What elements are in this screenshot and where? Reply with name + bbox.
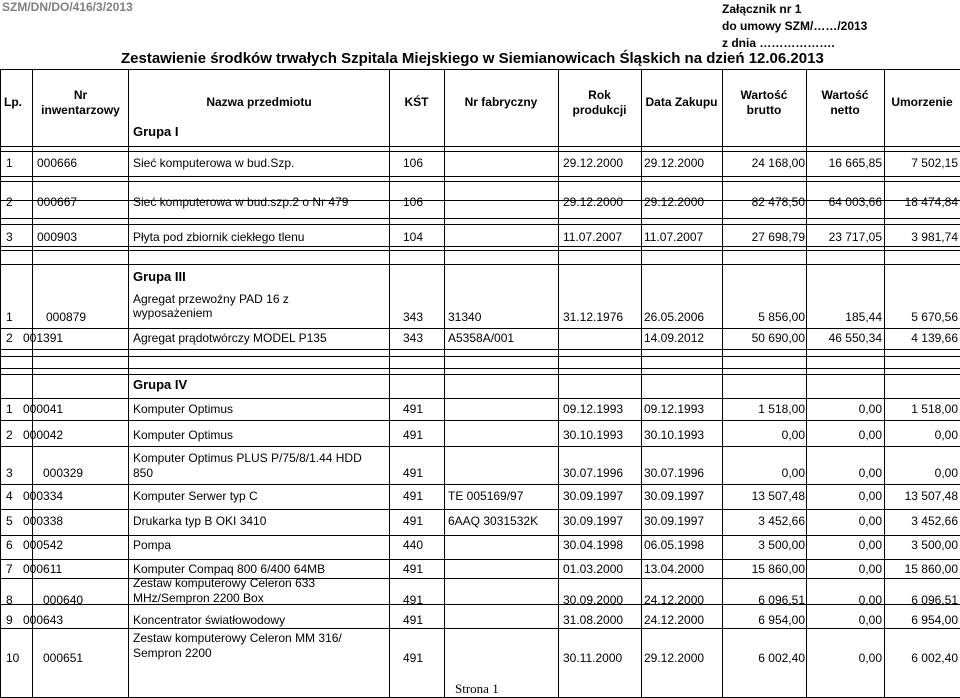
- g4-row-6-data: 06.05.1998: [644, 538, 705, 552]
- g4-row-9-umorzenie: 6 954,00: [911, 613, 958, 627]
- g4-row-9-nazwa-line1: Koncentrator światłowodowy: [133, 613, 286, 627]
- g4-row-3-data: 30.07.1996: [644, 466, 705, 480]
- header-brutto-line1: Wartość: [740, 88, 788, 102]
- g4-row-5-netto: 0,00: [858, 514, 882, 528]
- g4-row-1-brutto: 1 518,00: [758, 402, 805, 416]
- group-1-label: Grupa I: [133, 124, 179, 139]
- g4-row-9-lp: 9: [6, 613, 13, 627]
- g4-row-7-brutto: 15 860,00: [751, 562, 805, 576]
- g4-row-2-kst: 491: [403, 428, 424, 442]
- g4-row-4-nazwa-line1: Komputer Serwer typ C: [133, 489, 258, 503]
- attachment-line-3: z dnia ……………….: [722, 36, 835, 50]
- g4-row-8-lp: 8: [6, 593, 13, 607]
- g4-row-4-umorzenie: 13 507,48: [904, 489, 958, 503]
- g4-row-10-umorzenie: 6 002,40: [911, 651, 958, 665]
- g1-row-1-nr: 000666: [37, 156, 78, 170]
- header-nr-fabryczny: Nr fabryczny: [464, 95, 538, 109]
- g4-row-1-netto: 0,00: [858, 402, 882, 416]
- header-netto-line1: Wartość: [821, 88, 869, 102]
- g1-row-3-data: 11.07.2007: [644, 230, 704, 244]
- g4-row-10-nr: 000651: [43, 651, 84, 665]
- g4-row-7-kst: 491: [403, 562, 424, 576]
- g4-row-7-umorzenie: 15 860,00: [904, 562, 958, 576]
- g4-row-3-rok: 30.07.1996: [563, 466, 624, 480]
- g4-row-3-umorzenie: 0,00: [934, 466, 958, 480]
- g4-row-9-brutto: 6 954,00: [758, 613, 805, 627]
- header-kst: KŚT: [404, 95, 429, 109]
- g4-row-10-nazwa-line1: Zestaw komputerowy Celeron MM 316/: [133, 631, 342, 645]
- header-rok-line2: produkcji: [572, 103, 627, 117]
- g3-row-2-umorzenie: 4 139,66: [911, 331, 958, 345]
- g4-row-8-rok: 30.09.2000: [563, 593, 624, 607]
- g4-row-3-nazwa-line2: 850: [133, 466, 154, 480]
- g4-row-1-rok: 09.12.1993: [563, 402, 624, 416]
- g4-row-4-lp: 4: [6, 489, 13, 503]
- header-lp: Lp.: [4, 95, 22, 109]
- g4-row-10-kst: 491: [403, 651, 424, 665]
- g4-row-3-kst: 491: [403, 466, 424, 480]
- g1-row-2-nazwa: Sieć komputerowa w bud.szp.2 o Nr 479: [133, 195, 349, 209]
- header-rok-line1: Rok: [588, 88, 611, 102]
- g4-row-8-nazwa-line1: Zestaw komputerowy Celeron 633: [133, 576, 316, 590]
- g3-row-2-data: 14.09.2012: [644, 331, 705, 345]
- header-netto-line2: netto: [830, 103, 860, 117]
- document-reference: SZM/DN/DO/416/3/2013: [2, 0, 133, 14]
- g1-row-2-umorzenie: 18 474,84: [904, 195, 958, 209]
- g4-row-3-nr: 000329: [43, 466, 84, 480]
- header-brutto-line2: brutto: [746, 103, 782, 117]
- g4-row-7-lp: 7: [6, 562, 13, 576]
- g4-row-7-nazwa-line1: Komputer Compaq 800 6/400 64MB: [133, 562, 326, 576]
- g1-row-1-rok: 29.12.2000: [563, 156, 624, 170]
- g4-row-2-data: 30.10.1993: [644, 428, 705, 442]
- g1-row-1-kst: 106: [403, 156, 424, 170]
- g4-row-2-umorzenie: 0,00: [934, 428, 958, 442]
- g4-row-5-rok: 30.09.1997: [563, 514, 624, 528]
- g1-row-3-brutto: 27 698,79: [751, 230, 805, 244]
- g3-row-2-netto: 46 550,34: [828, 331, 882, 345]
- g3-row-1-brutto: 5 856,00: [758, 310, 805, 324]
- g4-row-7-nr: 000611: [23, 562, 63, 576]
- header-nazwa: Nazwa przedmiotu: [206, 95, 312, 109]
- g1-row-2-lp: 2: [6, 195, 13, 209]
- g3-row-2-fabr: A5358A/001: [448, 331, 515, 345]
- header-nr-line1: Nr: [73, 88, 88, 102]
- g4-row-9-nr: 000643: [23, 613, 64, 627]
- g4-row-5-brutto: 3 452,66: [758, 514, 805, 528]
- g1-row-2-rok: 29.12.2000: [563, 195, 624, 209]
- page-title: Zestawienie środków trwałych Szpitala Miejskiego w Siemianowicach Śląskich na dzień 12.06.2013: [121, 50, 824, 67]
- g4-row-8-brutto: 6 096,51: [758, 593, 805, 607]
- g1-row-1-nazwa: Sieć komputerowa w bud.Szp.: [133, 156, 295, 170]
- g4-row-4-nr: 000334: [23, 489, 64, 503]
- g4-row-1-kst: 491: [403, 402, 424, 416]
- g1-row-3-lp: 3: [6, 230, 13, 244]
- g4-row-10-rok: 30.11.2000: [563, 651, 623, 665]
- g3-row-1-nr: 000879: [46, 310, 87, 324]
- g4-row-1-data: 09.12.1993: [644, 402, 705, 416]
- g3-row-1-nazwa-line1: Agregat przewoźny PAD 16 z: [133, 292, 289, 306]
- g4-row-4-fabr: TE 005169/97: [448, 489, 524, 503]
- g1-row-3-nr: 000903: [37, 230, 78, 244]
- g4-row-6-nr: 000542: [23, 538, 64, 552]
- g1-row-1-lp: 1: [6, 156, 13, 170]
- g3-row-2-kst: 343: [403, 331, 424, 345]
- g4-row-2-netto: 0,00: [858, 428, 882, 442]
- g4-row-6-nazwa-line1: Pompa: [133, 538, 172, 552]
- g4-row-2-lp: 2: [6, 428, 13, 442]
- g4-row-6-rok: 30.04.1998: [563, 538, 624, 552]
- g4-row-7-data: 13.04.2000: [644, 562, 705, 576]
- attachment-line-1: Załącznik nr 1: [722, 2, 802, 16]
- g1-row-3-nazwa: Płyta pod zbiornik ciekłego tlenu: [133, 230, 305, 244]
- g1-row-3-umorzenie: 3 981,74: [911, 230, 958, 244]
- g3-row-2-brutto: 50 690,00: [751, 331, 805, 345]
- g4-row-2-nazwa-line1: Komputer Optimus: [133, 428, 234, 442]
- g3-row-1-fabr: 31340: [448, 310, 482, 324]
- g3-row-1-umorzenie: 5 670,56: [911, 310, 958, 324]
- g3-row-1-rok: 31.12.1976: [563, 310, 624, 324]
- header-data-zakupu: Data Zakupu: [645, 95, 718, 109]
- g3-row-1-netto: 185,44: [845, 310, 882, 324]
- g1-row-1-data: 29.12.2000: [644, 156, 705, 170]
- g1-row-1-brutto: 24 168,00: [751, 156, 805, 170]
- g4-row-8-umorzenie: 6 096,51: [911, 593, 958, 607]
- g4-row-3-brutto: 0,00: [781, 466, 805, 480]
- g3-row-2-nr: 001391: [23, 331, 64, 345]
- g1-row-2-netto: 64 003,66: [828, 195, 882, 209]
- g4-row-2-nr: 000042: [23, 428, 64, 442]
- header-umorzenie: Umorzenie: [891, 95, 953, 109]
- attachment-line-2: do umowy SZM/……/2013: [722, 19, 868, 33]
- g3-row-1-nazwa-line2: wyposażeniem: [133, 306, 213, 320]
- g4-row-7-rok: 01.03.2000: [563, 562, 624, 576]
- g1-row-3-rok: 11.07.2007: [563, 230, 623, 244]
- g4-row-5-kst: 491: [403, 514, 424, 528]
- g4-row-10-nazwa-line2: Sempron 2200: [133, 646, 212, 660]
- g4-row-4-data: 30.09.1997: [644, 489, 705, 503]
- g4-row-7-netto: 0,00: [858, 562, 882, 576]
- g4-row-4-brutto: 13 507,48: [751, 489, 805, 503]
- g4-row-3-nazwa-line1: Komputer Optimus PLUS P/75/8/1.44 HDD: [133, 451, 362, 465]
- g4-row-5-nr: 000338: [23, 514, 64, 528]
- g4-row-5-lp: 5: [6, 514, 13, 528]
- page-footer: Strona 1: [455, 681, 499, 696]
- g4-row-1-umorzenie: 1 518,00: [911, 402, 958, 416]
- g1-row-3-netto: 23 717,05: [828, 230, 882, 244]
- g3-row-1-data: 26.05.2006: [644, 310, 705, 324]
- g4-row-4-kst: 491: [403, 489, 424, 503]
- g4-row-1-lp: 1: [6, 402, 13, 416]
- header-nr-line2: inwentarzowy: [41, 103, 120, 117]
- g4-row-8-nr: 000640: [43, 593, 84, 607]
- g4-row-5-nazwa-line1: Drukarka typ B OKI 3410: [133, 514, 267, 528]
- g4-row-10-lp: 10: [6, 651, 20, 665]
- g4-row-8-nazwa-line2: MHz/Sempron 2200 Box: [133, 591, 264, 605]
- g4-row-2-brutto: 0,00: [781, 428, 805, 442]
- g4-row-8-netto: 0,00: [858, 593, 882, 607]
- g4-row-5-data: 30.09.1997: [644, 514, 705, 528]
- g1-row-2-brutto: 82 478,50: [751, 195, 805, 209]
- g4-row-6-kst: 440: [403, 538, 424, 552]
- g4-row-3-netto: 0,00: [858, 466, 882, 480]
- g4-row-4-netto: 0,00: [858, 489, 882, 503]
- g4-row-5-umorzenie: 3 452,66: [911, 514, 958, 528]
- g1-row-2-data: 29.12.2000: [644, 195, 705, 209]
- g4-row-9-rok: 31.08.2000: [563, 613, 624, 627]
- g4-row-9-kst: 491: [403, 613, 424, 627]
- g4-row-5-fabr: 6AAQ 3031532K: [448, 514, 539, 528]
- g4-row-9-netto: 0,00: [858, 613, 882, 627]
- g4-row-10-data: 29.12.2000: [644, 651, 705, 665]
- g4-row-4-rok: 30.09.1997: [563, 489, 624, 503]
- g4-row-6-netto: 0,00: [858, 538, 882, 552]
- g3-row-2-nazwa: Agregat prądotwórczy MODEL P135: [133, 331, 327, 345]
- g4-row-10-netto: 0,00: [858, 651, 882, 665]
- g4-row-10-brutto: 6 002,40: [758, 651, 805, 665]
- g1-row-1-umorzenie: 7 502,15: [911, 156, 958, 170]
- g4-row-6-umorzenie: 3 500,00: [911, 538, 958, 552]
- g4-row-3-lp: 3: [6, 466, 13, 480]
- g1-row-3-kst: 104: [403, 230, 424, 244]
- g1-row-2-kst: 106: [403, 195, 424, 209]
- g3-row-1-lp: 1: [6, 310, 13, 324]
- group-4-label: Grupa IV: [133, 377, 188, 392]
- g1-row-2-nr: 000667: [37, 195, 78, 209]
- g4-row-8-kst: 491: [403, 593, 424, 607]
- g4-row-2-rok: 30.10.1993: [563, 428, 624, 442]
- g4-row-8-data: 24.12.2000: [644, 593, 705, 607]
- g3-row-1-kst: 343: [403, 310, 424, 324]
- g4-row-6-brutto: 3 500,00: [758, 538, 805, 552]
- g4-row-6-lp: 6: [6, 538, 13, 552]
- g4-row-1-nr: 000041: [23, 402, 64, 416]
- g4-row-1-nazwa-line1: Komputer Optimus: [133, 402, 234, 416]
- group-3-label: Grupa III: [133, 269, 186, 284]
- g4-row-9-data: 24.12.2000: [644, 613, 705, 627]
- g1-row-1-netto: 16 665,85: [828, 156, 882, 170]
- g3-row-2-lp: 2: [6, 331, 13, 345]
